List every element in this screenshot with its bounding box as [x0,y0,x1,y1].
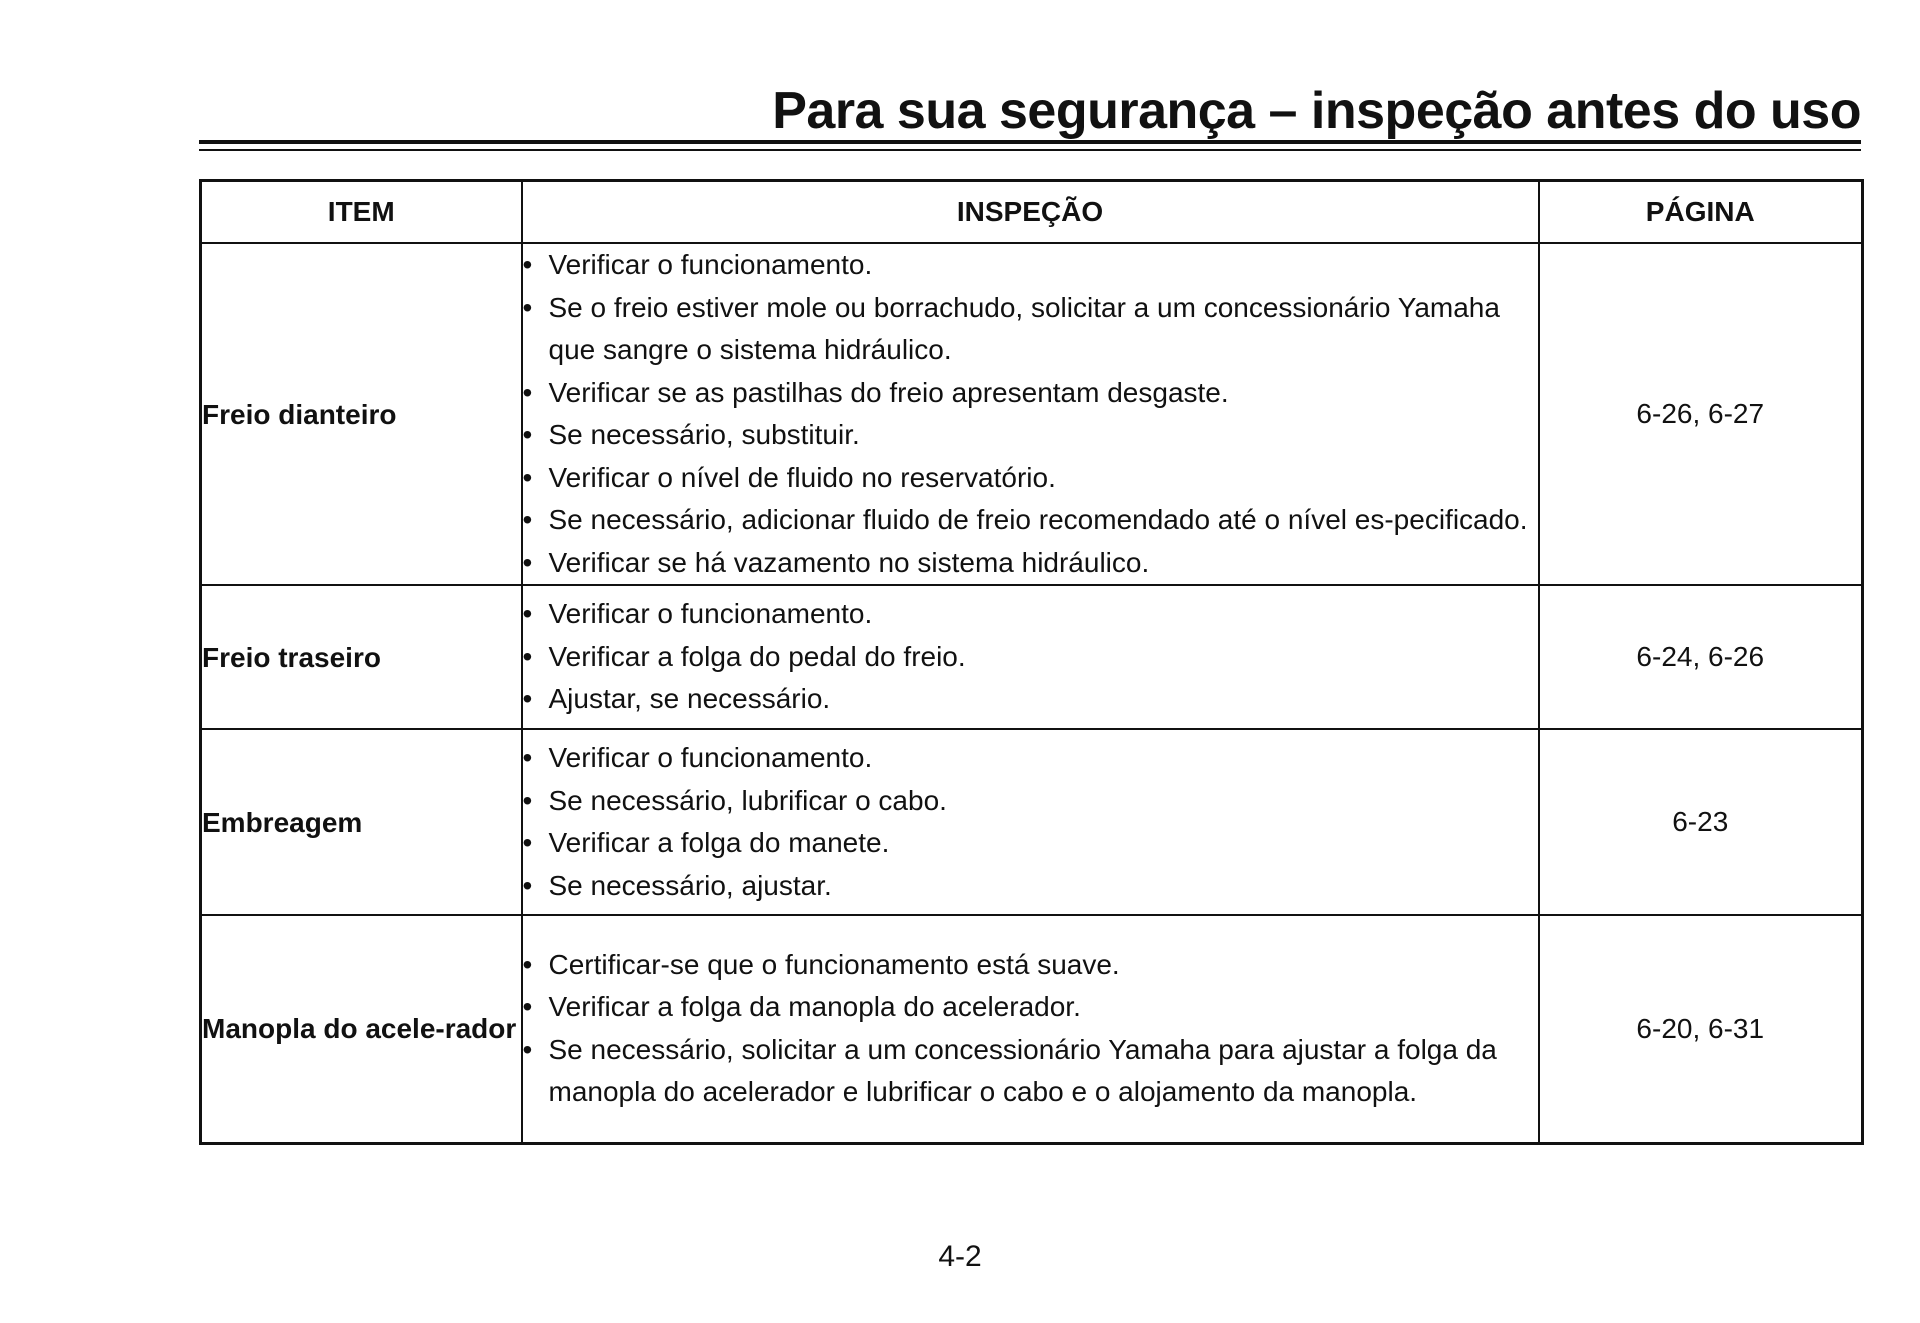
table-row [201,585,1863,729]
list-item: • Se necessário, lubrificar o cabo. [523,780,1538,823]
table-row [201,915,1863,1143]
item-rear-brake: Freio traseiro [201,585,522,729]
check-list [523,944,1538,1114]
page-ref: 6-23 [1539,729,1863,915]
list-item: • Se necessário, substituir. [523,414,1538,457]
check-list [523,593,1538,721]
list-item: • Verificar se há vazamento no sistema hidráulico. [523,542,1538,585]
list-item: • Se necessário, solicitar a um concessionário Yamaha para ajustar a folga da manopla do acelerador e lubrificar o cabo e o alojamento da manopla. [523,1029,1538,1114]
title-rule-thick [199,140,1861,144]
list-item: • Se necessário, adicionar fluido de freio recomendado até o nível es-pecificado. [523,499,1538,542]
page-title: Para sua segurança – inspeção antes do uso [772,82,1861,140]
inspection-table [199,179,1864,1145]
item-front-brake: Freio dianteiro [201,243,522,585]
item-clutch: Embreagem [201,729,522,915]
list-item: • Verificar o funcionamento. [523,244,1538,287]
table-row [201,243,1863,585]
page-ref: 6-24, 6-26 [1539,585,1863,729]
list-item: • Verificar a folga do manete. [523,822,1538,865]
list-item: • Se o freio estiver mole ou borrachudo, solicitar a um concessionário Yamaha que sangre o sistema hidráulico. [523,287,1538,372]
table-row [201,729,1863,915]
list-item: • Verificar o funcionamento. [523,737,1538,780]
inspection-cell [522,915,1539,1143]
list-item: • Ajustar, se necessário. [523,678,1538,721]
page-ref: 6-26, 6-27 [1539,243,1863,585]
check-list [523,244,1538,584]
list-item: • Verificar se as pastilhas do freio apresentam desgaste. [523,372,1538,415]
header-page: PÁGINA [1539,181,1863,244]
item-throttle-grip: Manopla do acele-rador [201,915,522,1143]
list-item: • Se necessário, ajustar. [523,865,1538,908]
check-list [523,737,1538,907]
list-item: • Verificar a folga do pedal do freio. [523,636,1538,679]
inspection-cell [522,585,1539,729]
header-inspection: INSPEÇÃO [522,181,1539,244]
page-ref: 6-20, 6-31 [1539,915,1863,1143]
inspection-cell [522,243,1539,585]
page-number: 4-2 [938,1240,982,1273]
table-header-row [201,181,1863,244]
title-rule-thin [199,149,1861,151]
list-item: • Verificar a folga da manopla do acelerador. [523,986,1538,1029]
inspection-cell [522,729,1539,915]
header-item: ITEM [201,181,522,244]
list-item: • Verificar o funcionamento. [523,593,1538,636]
list-item: • Certificar-se que o funcionamento está suave. [523,944,1538,987]
list-item: • Verificar o nível de fluido no reservatório. [523,457,1538,500]
